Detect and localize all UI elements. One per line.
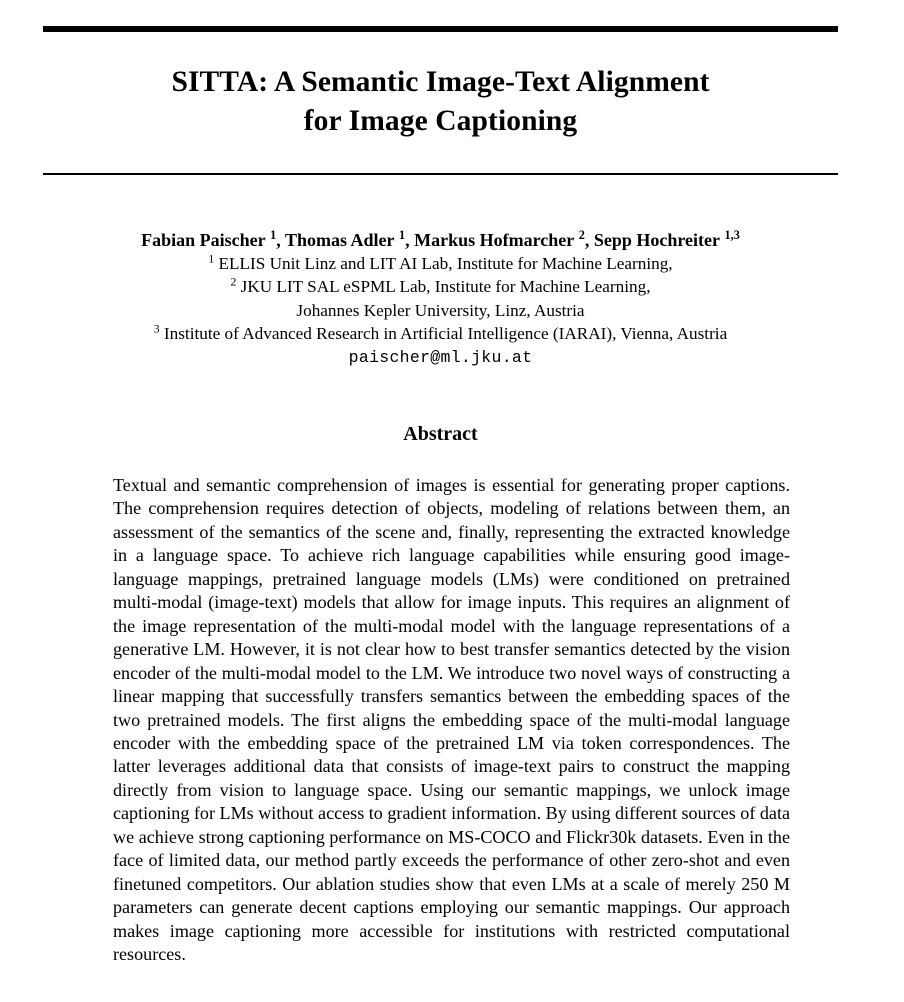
affiliation-mark-2: 2 xyxy=(230,275,237,289)
author-name-0: Fabian Paischer xyxy=(141,230,266,250)
contact-email[interactable]: paischer@ml.jku.at xyxy=(348,348,533,368)
affiliation-4 xyxy=(43,322,838,345)
author-mark-1: 1 xyxy=(398,228,406,242)
affiliation-3 xyxy=(43,299,838,322)
author-mark-0: 1 xyxy=(270,228,277,242)
author-mark-3: 1,3 xyxy=(724,228,740,242)
title-rule-thin xyxy=(43,173,838,175)
abstract-body xyxy=(113,474,790,967)
affiliation-mark-4: 3 xyxy=(153,322,160,336)
affiliation-mark-1: 1 xyxy=(208,252,215,266)
author-name-2: Markus Hofmarcher xyxy=(414,230,575,250)
author-list: Fabian Paischer $^1$, Thomas Adler $^1$, Markus Hofmarcher $^2$, Sepp Hochreiter $^{1,3}$ xyxy=(141,228,740,250)
abstract-heading: Abstract xyxy=(403,423,478,445)
page-title xyxy=(43,63,838,141)
author-name-1: Thomas Adler xyxy=(284,230,395,250)
affiliation-text-1: ELLIS Unit Linz and LIT AI Lab, Institute for Machine Learning, xyxy=(218,254,673,273)
affiliation-text-4: Institute of Advanced Research in Artificial Intelligence (IARAI), Vienna, Austria xyxy=(163,323,728,343)
affiliation-text-2: JKU LIT SAL eSPML Lab, Institute for Machine Learning, xyxy=(240,277,651,297)
author-affiliation-block xyxy=(43,228,838,370)
abstract-paragraph: Textual and semantic comprehension of images is essential for generating proper captions. The comprehension requires detection of objects, modeling of relations between them, an assessment of the semantics of the scene and, finally, representing the extracted knowledge in a language space. To achieve rich language capabilities while ensuring good image-language mappings, pretrained language models (LMs) were conditioned on pretrained multi-modal (image-text) models that allow for image inputs. This requires an alignment of the image representation of the multi-modal model with the language representations of a generative LM. However, it is not clear how to best transfer semantics detected by the vision encoder of the multi-modal model to the LM. We introduce two novel ways of constructing a linear mapping that successfully transfers semantics between the embedding spaces of the two pretrained models. The first aligns the embedding space of the multi-modal language encoder with the embedding space of the pretrained LM via token correspondences. The latter leverages additional data that consists of image-text pairs to construct the mapping directly from vision to language space. Using our semantic mappings, we unlock image captioning for LMs without access to gradient information. By using different sources of data we achieve strong captioning performance on MS-COCO and Flickr30k datasets. Even in the face of limited data, our method partly exceeds the performance of other zero-shot and even finetuned competitors. Our ablation studies show that even LMs at a scale of merely 250 M parameters can generate decent captions employing our semantic mappings. Our approach makes image captioning more accessible for institutions with restricted computational resources. xyxy=(113,475,791,965)
author-name-3: Sepp Hochreiter xyxy=(593,230,721,250)
title-line-2: for Image Captioning xyxy=(303,105,578,137)
author-mark-2: 2 xyxy=(578,228,585,242)
affiliation-text-3: Johannes Kepler University, Linz, Austria xyxy=(296,300,585,320)
title-line-1: SITTA: A Semantic Image-Text Alignment xyxy=(171,66,710,98)
affiliation-2 xyxy=(43,275,838,298)
affiliation-1 xyxy=(43,252,838,275)
header-rule-thick xyxy=(43,26,838,32)
